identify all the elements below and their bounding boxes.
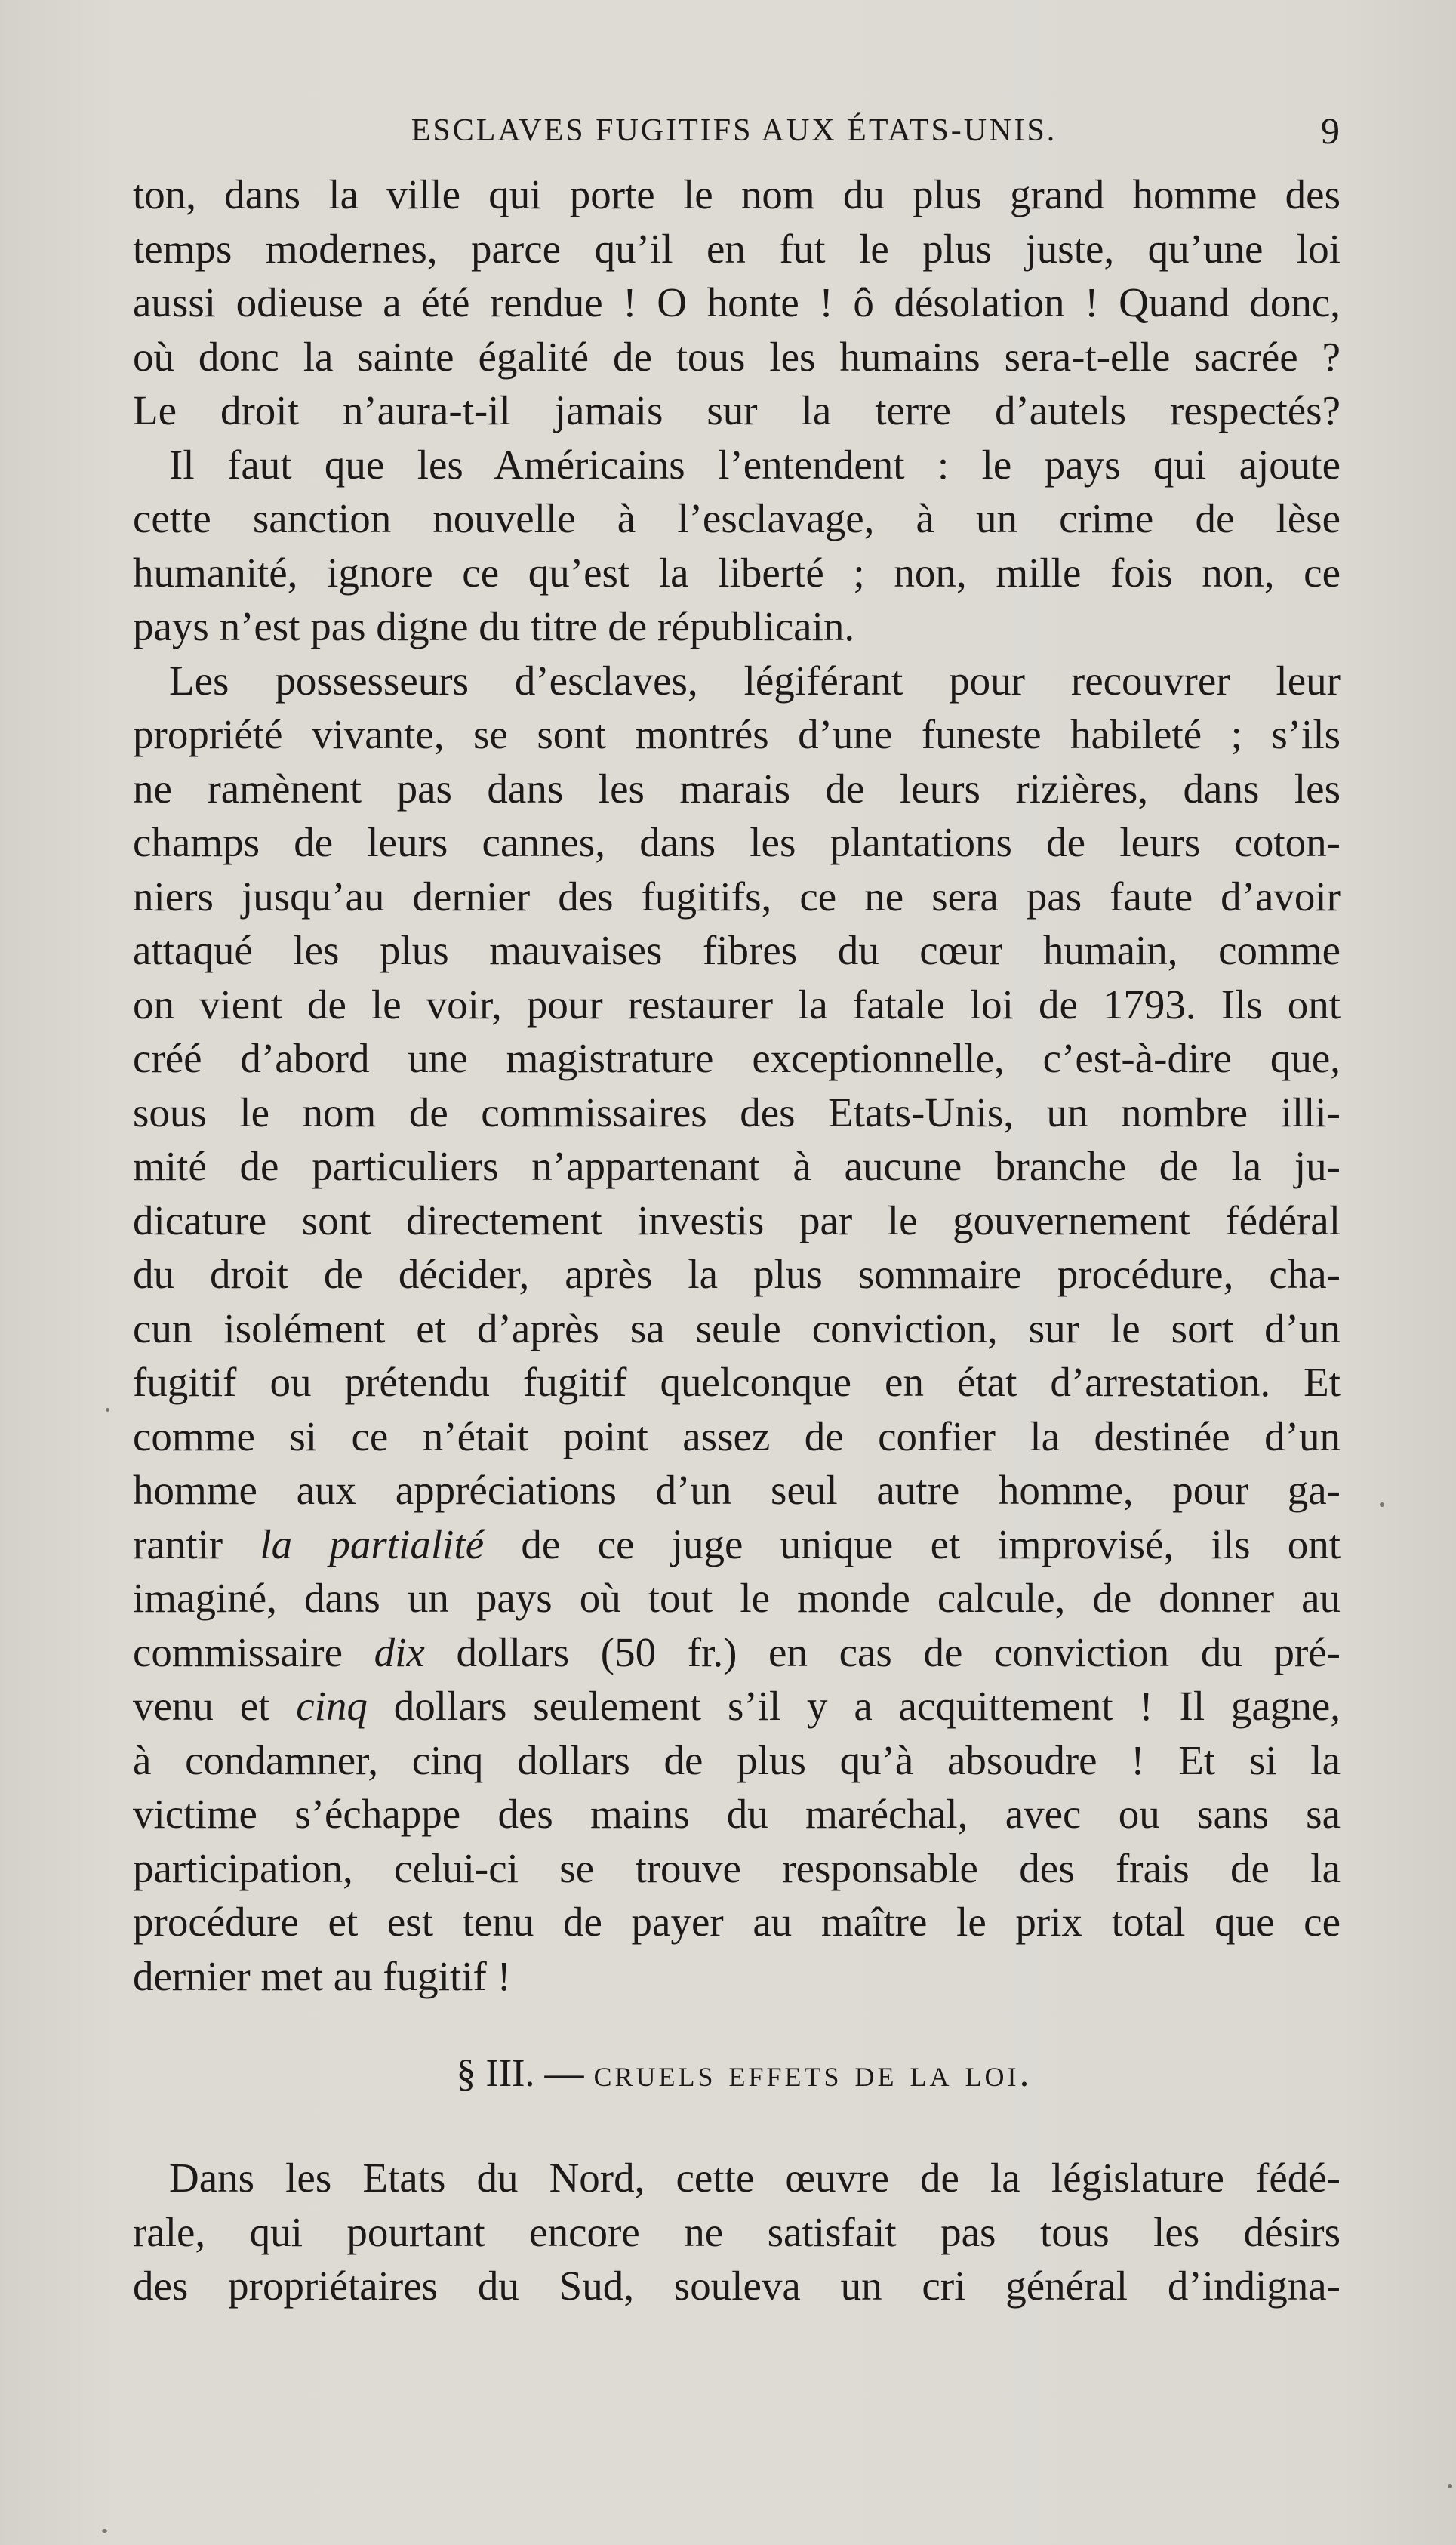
text-run: de ce juge unique et improvisé, ils ont — [484, 1521, 1341, 1567]
spacer — [133, 2101, 1341, 2151]
text-line: rale, qui pourtant encore ne satisfait pas tous les désirs — [133, 2208, 1341, 2255]
text-line: participation, celui-ci se trouve responsable des frais de la — [133, 1844, 1341, 1891]
text-line: cette sanction nouvelle à l’esclavage, à un crime de lèse — [133, 495, 1341, 541]
text-line: procédure et est tenu de payer au maître le prix total que ce — [133, 1899, 1341, 1945]
text-line — [133, 1625, 1341, 1680]
text-line: victime s’échappe des mains du maréchal, avec ou sans sa — [133, 1791, 1341, 1837]
main-text — [133, 168, 1341, 2313]
italic-run: dix — [374, 1628, 425, 1675]
text-line: mité de particuliers n’appartenant à aucune branche de la ju- — [133, 1143, 1341, 1189]
section-heading — [133, 2047, 1341, 2101]
text-line: Le droit n’aura-t-il jamais sur la terre d’autels respectés? — [133, 387, 1341, 433]
text-run: commissaire — [133, 1628, 374, 1675]
section-number: § III. — — [456, 2052, 584, 2095]
text-line: ton, dans la ville qui porte le nom du plus grand homme des — [133, 171, 1341, 217]
text-line: du droit de décider, après la plus sommaire procédure, cha- — [133, 1251, 1341, 1297]
text-line: attaqué les plus mauvaises fibres du cœur humain, comme — [133, 927, 1341, 973]
text-line: imaginé, dans un pays où tout le monde calcule, de donner au — [133, 1575, 1341, 1621]
text-line: comme si ce n’était point assez de confier la destinée d’un — [133, 1413, 1341, 1459]
text-line: Les possesseurs d’esclaves, légiférant pour recouvrer leur — [169, 657, 1341, 704]
text-line: où donc la sainte égalité de tous les humains sera-t-elle sacrée ? — [133, 333, 1341, 380]
text-line: fugitif ou prétendu fugitif quelconque en état d’arrestation. Et — [133, 1359, 1341, 1405]
text-line: temps modernes, parce qu’il en fut le plus juste, qu’une loi — [133, 225, 1341, 272]
text-line: Dans les Etats du Nord, cette œuvre de la législature fédé- — [169, 2155, 1341, 2201]
text-line: champs de leurs cannes, dans les plantations de leurs coton- — [133, 819, 1341, 865]
text-run: venu et — [133, 1683, 297, 1729]
page-number: 9 — [1321, 109, 1340, 152]
text-line: dicature sont directement investis par le gouvernement fédéral — [133, 1197, 1341, 1243]
text-line: humanité, ignore ce qu’est la liberté ; non, mille fois non, ce — [133, 549, 1341, 596]
text-line: pays n’est pas digne du titre de républicain. — [133, 603, 855, 649]
text-line: on vient de le voir, pour restaurer la fatale loi de 1793. Ils ont — [133, 981, 1341, 1028]
spacer — [133, 2003, 1341, 2047]
text-line: cun isolément et d’après sa seule conviction, sur le sort d’un — [133, 1305, 1341, 1351]
text-line: des propriétaires du Sud, souleva un cri général d’indigna- — [133, 2263, 1341, 2309]
text-line: niers jusqu’au dernier des fugitifs, ce ne sera pas faute d’avoir — [133, 873, 1341, 920]
text-line: propriété vivante, se sont montrés d’une funeste habileté ; s’ils — [133, 711, 1341, 757]
text-line: homme aux appréciations d’un seul autre homme, pour ga- — [133, 1467, 1341, 1513]
text-line: Il faut que les Américains l’entendent : le pays qui ajoute — [169, 441, 1341, 488]
running-title: ESCLAVES FUGITIFS AUX ÉTATS-UNIS. — [411, 113, 1057, 148]
speck — [106, 1408, 109, 1412]
text-line: sous le nom de commissaires des Etats-Unis, un nombre illi- — [133, 1089, 1341, 1135]
section-title: cruels effets de la loi. — [593, 2052, 1033, 2095]
speck — [1380, 1502, 1384, 1507]
speck — [102, 2529, 107, 2533]
text-run: dollars (50 fr.) en cas de conviction du pré- — [424, 1628, 1341, 1675]
text-line: dernier met au fugitif ! — [133, 1952, 511, 1999]
text-line: ne ramènent pas dans les marais de leurs rizières, dans les — [133, 765, 1341, 812]
text-line: créé d’abord une magistrature exceptionnelle, c’est-à-dire que, — [133, 1035, 1341, 1081]
running-head — [128, 108, 1340, 153]
italic-run: la partialité — [260, 1521, 485, 1567]
italic-run: cinq — [296, 1683, 368, 1729]
speck — [1448, 2484, 1452, 2488]
text-line: aussi odieuse a été rendue ! O honte ! ô désolation ! Quand donc, — [133, 279, 1341, 325]
text-run: dollars seulement s’il y a acquittement ! Il gagne, — [367, 1683, 1341, 1729]
text-line — [133, 1517, 1341, 1572]
text-line: à condamner, cinq dollars de plus qu’à absoudre ! Et si la — [133, 1736, 1341, 1783]
text-run: rantir — [133, 1521, 260, 1567]
text-line — [133, 1679, 1341, 1733]
